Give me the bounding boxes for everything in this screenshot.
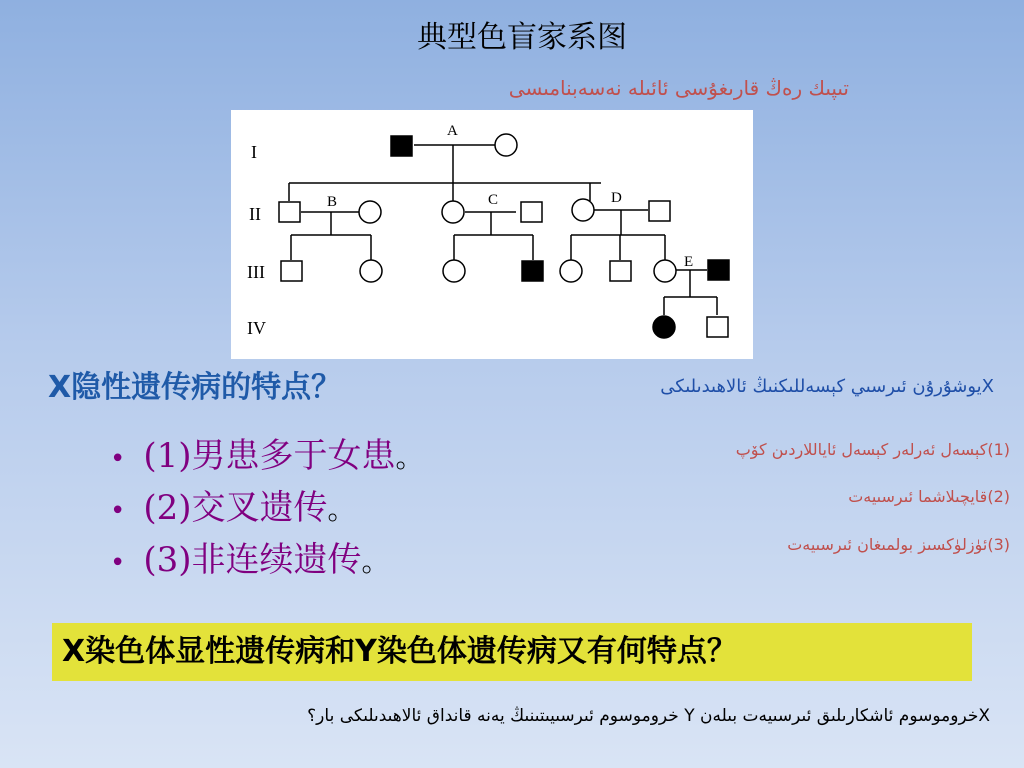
label-D: D xyxy=(611,190,622,206)
question-recessive-uyghur: Xيوشۇرۇن ئىرسىي كېسەللىكنىڭ ئالاھىدىلىكى xyxy=(660,376,994,397)
label-E: E xyxy=(684,254,694,270)
pedigree-chart xyxy=(231,110,753,359)
point-end: 。 xyxy=(327,493,356,526)
point-end: 。 xyxy=(361,545,390,578)
question-dominant-y: X染色体显性遗传病和Y染色体遗传病又有何特点？ xyxy=(52,623,972,681)
question-recessive: X隐性遗传病的特点？ xyxy=(48,370,342,405)
pedigree-diagram xyxy=(231,110,753,359)
bullet-icon: • xyxy=(110,444,126,474)
list-item xyxy=(110,482,424,534)
bullet-icon: • xyxy=(110,548,126,578)
generation-label-2: II xyxy=(249,204,261,224)
question-dominant-y-uyghur: Xخروموسوم ئاشكارىلىق ئىرسىيەت بىلەن Y خروموسوم ئىرسىيىتىنىڭ يەنە قانداق ئالاھىدىلىكى بار؟ xyxy=(307,706,990,726)
slide-subtitle-uyghur: تىپىك رەڭ قارىغۇسى ئائىلە نەسەبنامىسى xyxy=(508,76,849,100)
generation-label-1: I xyxy=(251,142,257,162)
point-3-uyghur: (3)ئۈزلۈكسىز بولمىغان ئىرسىيەت xyxy=(787,535,1010,554)
generation-label-3: III xyxy=(247,262,265,282)
list-item xyxy=(110,534,424,586)
label-B: B xyxy=(327,194,338,210)
label-C: C xyxy=(488,192,499,208)
label-A: A xyxy=(447,123,458,139)
list-item xyxy=(110,430,424,482)
slide-title: 典型色盲家系图 xyxy=(417,20,627,55)
bullet-icon: • xyxy=(110,496,126,526)
point-text: (1)男患多于女患 xyxy=(143,436,396,476)
point-2-uyghur: (2)قايچىلاشما ئىرسىيەت xyxy=(848,487,1010,506)
point-1-uyghur: (1)كېسەل ئەرلەر كېسەل ئاياللاردىن كۆپ xyxy=(735,440,1010,459)
generation-label-4: IV xyxy=(247,318,266,338)
point-text: (2)交叉遗传 xyxy=(143,488,328,528)
point-text: (3)非连续遗传 xyxy=(143,540,362,580)
point-end: 。 xyxy=(395,441,424,474)
traits-list xyxy=(110,430,424,586)
